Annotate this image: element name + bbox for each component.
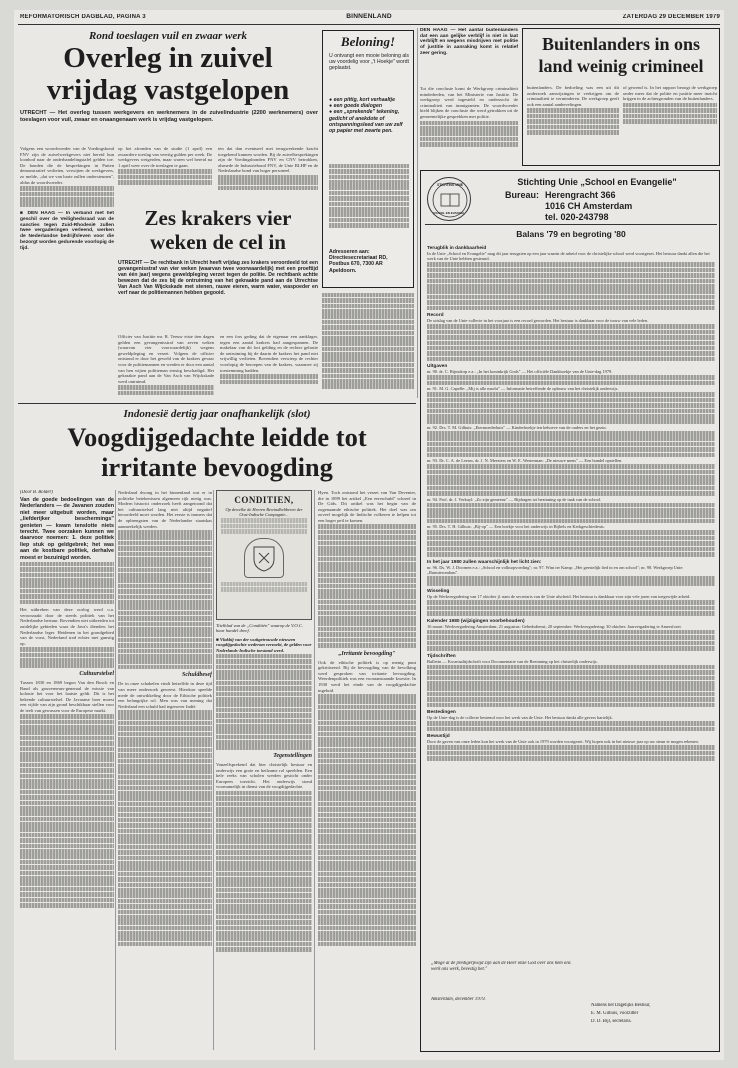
indonesie-col4b-text: Ook de ethische politiek is op menig punt gekritiseerd. Bij de bevoogding van de bevolking werd gesproken van irritante bevoogding. Weerdenpolitiek was een vooraanstaande kwestie. In 1930 werd het einde van de voogdijgedachte ingeluid. — [318, 659, 416, 693]
article2-body2-text: en een fors geding dat de eigenaar een aanklager, tegen een aantal krakers had aangespannen. De makelaar van dit fort gelding en de rechter gelastte de ontruiming bij de daarin de krakers het pand niet vrijwillig verlieten. Bovendien verwierp de rechter voorlopig de beroepen van de krakers, waarmee zij toestemming hadden. — [220, 334, 318, 373]
stichting-section-3-text: nr. 91. M. G. Capelle: „Mij is alle macht" — Informatie betreffende de opbouw van het christelijk onderwijs. — [427, 386, 619, 392]
stichting-closing-quote: „Moge al de predigerpwijd zijn aan de Heer onze God over ons hem ons werk ons werk, bevestig het." — [431, 961, 571, 972]
beloning-title: Beloning! — [340, 35, 396, 49]
buitenlanders-col1-text: buitenlanders. De bedoeling was een uit dit onderzoek aanwijzingen te verkrijgen om de criminaliteit te verminderen. De werkgroep geeft ook een aantal aanbevelingen. — [527, 85, 619, 107]
col-rule-1 — [115, 490, 116, 1050]
beloning-footer: Adresseren aan: Directiesecretariaat RD, Postbus 670, 7300 AR Apeldoorn. — [329, 249, 388, 274]
stichting-section-8-text: nr. 96. Ds. W. J. Doornen e.a.: „School en volksopvoeding"; nr. 97. Wim ter Kamp: „Het geestelijk lied in en om school"; nr. 98. Werkgroep Unie: „Ruimterondom". — [427, 564, 684, 575]
indonesie-col2-heading: Schuldbesef — [182, 672, 212, 679]
col-rule-3 — [314, 490, 315, 1050]
beloning-box — [322, 30, 414, 288]
stichting-section-9-heading: Wisseling — [427, 589, 450, 595]
indonesie-col1b-text: Tussen 1830 en 1869 begon Van den Bosch en Baud als gouverneurs-generaal de missie van kolonie het voor het laatste geldt. Dit is het bekende cultuurstelsel. De Javaanse boer moest een vijfde van zijn grond beschikbaar stellen voor de teelt van gewassen voor de Europese markt. — [20, 679, 114, 713]
stichting-phone: tel. 020-243798 — [545, 212, 609, 222]
stichting-section-0-text: In de Unie „School en Evangelie" mag dit jaar terugzien op een jaar waarin de arbeid voor de christelijke school werd voortgezet. Het bestuur dankt allen die het werk van de Unie hebben gesteund. — [427, 251, 710, 262]
indonesie-headline-1: Voogdijgedachte leidde tot — [67, 424, 367, 452]
stichting-sections — [427, 243, 715, 953]
stichting-logo — [427, 177, 471, 221]
conditien-image — [216, 490, 312, 620]
masthead-rule — [18, 24, 720, 25]
stichting-unie-advert — [420, 170, 720, 1052]
stichting-section-10-text: 16 maart: Werkvergadering Amsterdam; 21 augustus: Gebedsdienst; 20 september: Werkvergadering; 30 oktober: Jaarvergadering te Amersfoort. — [427, 623, 682, 629]
buitenlanders-col2 — [623, 85, 717, 163]
col-rule-4 — [417, 28, 418, 398]
stichting-section-8-heading: In het jaar 1980 zullen waarschijnlijk het licht zien: — [427, 559, 542, 565]
stichting-signatory-1: E. M. Gilhuis, voorzitter — [591, 1011, 639, 1016]
article1-headline-1: Overleg in zuivel — [63, 44, 273, 74]
indonesie-col3-heading: Tegenstellingen — [273, 753, 312, 760]
article1-col2-text: op het afronden van de studie (1 april) een zwaardere toeslag van veertig gulden per week. De werkgevers weigerden, maar waren wel bereid na 1 april weer over de toeslagen te gaan. — [118, 146, 212, 168]
beloning-point-3: ● een „sprekende" tekening, gedicht of anekdote of ontspanningsleed van uw zelf op papier met zwarte pen. — [329, 109, 403, 135]
masthead-left: REFORMATORISCH DAGBLAD, PAGINA 3 — [20, 14, 146, 20]
indonesie-lead: Van de goede bedoelingen van de Nederlanders — de Javanen zouden niet meer uitgebuit worden, maar „liefderijker beschermings" genieten — kwam tenslotte niets terecht. Twee oorzaken kunnen we daarvoor noemen: 1. deze politiek liep stuk op geldgebrek; het was aan de kostbare politiek, derhalve moest er bezuinigd worden. — [20, 497, 114, 561]
stichting-section-7-text: nr. 95. Drs. T. H. Gilhuis: „Bij-op" — Een boekje voor het onderwijs in Bijbels en Kerkgeschiedenis. — [427, 524, 605, 530]
stichting-title: Stichting Unie „School en Evangelie" — [517, 177, 677, 187]
stichting-header — [425, 175, 717, 225]
stichting-signature-label: Namens het Dagelijks Bestuur, — [591, 1003, 651, 1008]
article1-headline-2: vrijdag vastgelopen — [46, 76, 290, 106]
beloning-intro: U ontvangt een mooie beloning als uw voordelig voor „'t Hoekje" wordt geplaatst. — [329, 53, 409, 72]
beloning-filler — [329, 163, 409, 245]
indonesie-col4-heading: „Irritante bevoogding" — [338, 650, 396, 657]
indonesie-col2-text: Nederland dwong in het binnenland wat er in politieke betekenissen algemeen rijk nietig was. Modern historici onderzoek heeft aangetoond dat het cultuurstelsel lang niet altijd negatief beoordeeld moet worden. Het eerste is immers dat de opbrengsten van de Nederlandse staatskas aanmerkelijk werden. — [118, 490, 212, 529]
buitenlanders-col2-text: of gewend is. In het rapport beoogt de werkgroep onder meer dat de politie en justitie meer inzicht krijgen in de achtergronden van de buitenlanders. — [623, 85, 717, 102]
article2-headline-2: weken de cel in — [150, 232, 286, 254]
coat-of-arms-icon — [244, 538, 284, 578]
stichting-section-10-heading: Kalender 1980 (wijzigingen voorbehouden) — [427, 618, 525, 624]
coat-of-arms-shape — [249, 543, 279, 573]
denhaag-lead: DEN HAAG — Het aantal buitenlanders dat een aan gelijke verblijf is niet in laat verblijft en wegens misdrijven met politie of justitie in aanraking komt is relatief zeer gering. — [420, 28, 518, 56]
article1-col3-text: ten dat dan eventueel met terugwerkende kracht toegekend kunnen worden. Bij de zuivelbesprekingen zijn de Voedingsbonden FNV en CNV betrokken, alsmede de Industriebond FNV, de Unie BLHP en de Nederlandse bond van hoger personeel. — [218, 146, 318, 174]
indonesie-kicker: Indonesië dertig jaar onafhankelijk (slot) — [123, 408, 311, 420]
article1-col2 — [118, 146, 212, 202]
masthead-section: BINNENLAND — [346, 13, 392, 20]
article2-body-text: Officier van Justitie mr. R. Teeuw eiste tien dagen gelden een gevangenisstraf van zeven weken (waarvan vier voorwaardelijk) wegens geweldpleging en verzet. Volgens de officier ontstond er door het geweld van de krakers gevaar voor de politiemannen en werden er door een aantal van hen wijten politieman ernstig beschadigd. Het gekraakte pand aan de Van Asch van Wijckskade werd ontruimd. — [118, 334, 214, 384]
stichting-section-13-heading: Bewustijd — [427, 734, 450, 740]
article1-body — [20, 146, 114, 210]
stichting-section-12-text: Op de Unie-dag is de collecte bestemd voor het werk van de Unie. Het bestuur dankt alle gevers hartelijk. — [427, 715, 613, 721]
stichting-section-1-heading: Record — [427, 313, 444, 319]
conditien-body: Op dewelke de Heeren Bewindhebberen der Oost-Indische Compagnie... — [225, 507, 303, 518]
article1-col3 — [218, 146, 318, 208]
indonesie-col1-heading: Cultuurstelsel — [79, 670, 114, 677]
indonesie-col4 — [318, 490, 416, 1050]
stichting-logo-text-1: STICHTING UNIE — [437, 183, 463, 187]
indonesie-col3-text: Vanzelfsprekend dat hier christelijk bestuur en onderwijs een grote en heilzame rol speelden. Een hele reeks van scholen werden gesticht onder Europees toezicht. Het onderwijs stond voornamelijk in dienst van de voogdijgedachte. — [216, 762, 312, 790]
denhaag-body — [420, 86, 518, 164]
beloning-point-1: ● een pittig, kort verhaaltje — [329, 97, 395, 103]
stichting-address: Herengracht 366 — [545, 190, 616, 200]
stichting-section-4-text: nr. 92. Drs. T. M. Gilhuis: „Eiermoederhuis" — Kinderboekje ten behoeve van de ouders en het gezin. — [427, 424, 607, 430]
indonesie-photo-caption: ■ Vlakbij van der wuitgetrouwde nieuwen voogdijgedachte wederom verzoekt, de gelden voor Nederlands-Indische toestand werd. — [216, 636, 312, 653]
article2-body — [118, 334, 214, 400]
article1-body-text: Volgens een woordvoerder van de Voedingsbond FNV zijn de zuivelwerkgevers niet bereid hun loonbod naar de onderhandelingstafel gelden toe. De bonden die de besprekingen in Putten demonstratief verlieten, verwijten de werkgevers, zo melde, „dat we van harte zullen ondersteunen", aldus de woordvoerder. — [20, 146, 114, 185]
stichting-section-11-text: Bulletin — Kwartaaltijdschrift voor Documentatie van de Bezinning op het christelijk onderwijs. — [427, 658, 598, 664]
buitenlanders-col1 — [527, 85, 619, 163]
stichting-city: 1016 CH Amsterdam — [545, 201, 633, 211]
buitenlanders-headline-1: Buitenlanders in ons — [541, 35, 701, 54]
indonesie-col4-text: Hyen. Toch ontstond het verzet van Van Deventer, die in 1899 het artikel „Een eereschuld" schreef in De Gids. Dit artikel was het begin van de zogenaamde ethische politiek. Het doel was om zoveel mogelijk de Indische volkeren te helpen tot een hoger peil te komen. — [318, 490, 416, 523]
stichting-section-11-heading: Tijdschriften — [427, 653, 456, 659]
beloning-point-2: ● een goede dialogen — [329, 103, 383, 110]
masthead-date: ZATERDAG 29 DECEMBER 1979 — [622, 14, 720, 20]
article1-kicker: Rond toeslagen vuil en zwaar werk — [89, 30, 247, 42]
stichting-place-date: Amsterdam, december 1979. — [431, 997, 486, 1002]
stichting-bureau-label: Bureau: — [504, 190, 539, 200]
stichting-section-0-heading: Terugblik in dankbaarheid — [427, 246, 487, 251]
col-rule-2 — [213, 490, 214, 1050]
stichting-section-13-text: Door de gaven van onze leden kon het werk van de Unie ook in 1979 worden voortgezet. Wij hopen ook in het nieuwe jaar op uw steun te mogen rekenen. — [427, 739, 699, 745]
stichting-section-2-text: nr. 90. dr. C. Rijnsdorp e.a.: „In het koninkrijk Gods" — Het officiële Dankboekje van de Unie-dag 1979. — [427, 369, 613, 375]
stichting-section-6-text: nr. 94. Prof. dr. J. Verkuyl: „Zo zijn gemeenz" — Bijdragen tot bezinning op de taak van de school. — [427, 496, 602, 502]
indonesie-col2b-text: De in onze schakelen vindt hetzelfde in deze tijd van meer onderzoek geweest. Hierdoor speelde mede de ontwikkeling door de Ethische politiek een belangrijke rol. Men was van mening dat Nederland een schuld had tegenover Indië. — [118, 681, 212, 709]
article1-lead: UTRECHT — Het overleg tussen werkgevers en werknemers in de zuivelindustrie (2200 werknemers) over toeslagen voor vuil, zwaar en onaangenaam werk is vrijdag vastgelopen. — [20, 110, 318, 123]
stichting-signatory-2: D. D. Bijl, secretaris. — [591, 1019, 632, 1024]
stichting-logo-text-2: SCHOOL EN EVANGELIE — [432, 211, 468, 215]
stichting-section-5-text: nr. 93. Dr. C. A. de Leeuw, dr. J. N. Meesters en W. E. Westerman: „De nieuwe mens" — Een bundel opstellen. — [427, 457, 623, 463]
stichting-section-12-heading: Bestedingen — [427, 710, 456, 716]
stichting-section-1-text: De uitslag van de Unie-collecte in het voorjaar is een record geworden. Het bestuur is dankbaar voor de trouw van vele leden. — [427, 318, 649, 324]
article2-headline-1: Zes krakers vier — [144, 208, 292, 230]
indonesie-col1-text: Het uitbreken van deze oorlog werd o.a. veroorzaakt door de steeds politiek van het Nederlandse bestuur. Bovendien niet uitbreiden tot zuidelijke gebieden waar de Java's dienden: het Nederlandse leger. Heidenen in het grondgebied van de vorst, Nederland trad echter met gunstig op. — [20, 607, 114, 646]
article2-lead: UTRECHT — De rechtbank in Utrecht heeft vrijdag zes krakers veroordeeld tot een gevangenisstraf van vier weken (waarvan twee voorwaardelijk) met een proeftijd van één jaar) wegens geweldpleging verzet tegen de politie. De rechtbank achtte bewezen dat de zes bij de ontruiming van het gekraakte pand aan de Utrechtse Van Asch Van Wijckskade met stenen, rauwe eieren, warm water, waspoeder en verf naar de politiemannen hebben gegooid. — [118, 260, 318, 296]
denhaag-body-text: Tot die conclusie komt de Werkgroep criminaliteit minderheden, van het Ministerie van Justitie. De werkgroep werd ingesteld en onderzocht de criminaliteit van immigranten. De woordvoerder hield blijken de conclusie die werd getrokken uit de gemeentelijke gesprekken met politie. — [420, 86, 518, 119]
indonesie-byline: (Door B. Bolder) — [20, 490, 53, 495]
stichting-balance-title: Balans '79 en begroting '80 — [516, 229, 626, 239]
beloning-under-text — [322, 292, 414, 398]
indonesie-col2 — [118, 490, 212, 1050]
stichting-section-9-text: Op de Werkvergadering van 17 oktober jl. nam de secretaris van de Unie afscheid. Het bestuur is dankbaar voor zijn vele jaren van toegewijde arbeid. — [427, 594, 691, 600]
conditien-caption-note: Titelblad van de „Conditiën" waarop de V.O.C. haar handel dreef. — [216, 623, 304, 634]
stichting-section-2-heading: Uitgaven — [427, 364, 448, 370]
newspaper-page — [14, 10, 724, 1060]
indonesie-col3 — [216, 490, 312, 1050]
conditien-title: CONDITIEN, — [234, 495, 294, 505]
indonesie-col1 — [20, 490, 114, 1050]
buitenlanders-box — [522, 28, 720, 166]
beloning-points — [329, 97, 409, 157]
article2-body2 — [220, 334, 318, 400]
indonesie-headline-2: irritante bevoogding — [101, 454, 333, 482]
indonesie-top-rule — [18, 403, 416, 404]
article1-insert: ■ DEN HAAG — In verband met het geschil over de Veilighedsraad van de sancties tegen Zuid-Rhodesië zullen twee vergaderingen verleend, werken de Nederlandse bedrijfsleven voor die bezorgt worden gedurende voorlopig de tijd. — [20, 211, 114, 251]
buitenlanders-headline-2: land weinig crimineel — [538, 57, 704, 76]
